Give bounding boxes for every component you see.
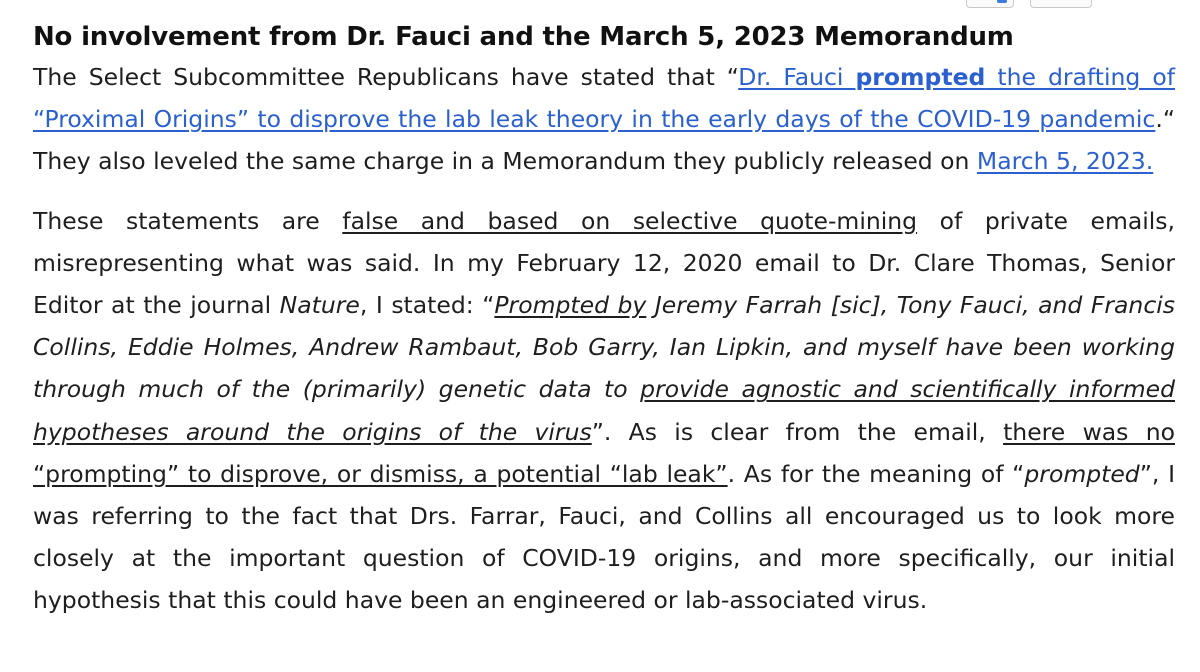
toolbar-control[interactable] xyxy=(966,0,1014,8)
text-span: These statements are xyxy=(33,206,343,235)
paragraph-rebuttal xyxy=(33,200,1175,622)
paragraph-claims xyxy=(33,56,1175,183)
text-span: , I stated: “ xyxy=(359,291,495,320)
section-heading: No involvement from Dr. Fauci and the March 5, 2023 Memorandum xyxy=(33,22,1014,52)
text-span: The Select Subcommittee Republicans have stated that “ xyxy=(33,63,739,91)
toolbar-search-control[interactable] xyxy=(1030,0,1092,8)
quoted-email-text: Jeremy Farrah [sic], Tony Fauci, and Francis Collins, Eddie Holmes, Andrew Rambaut, Bob Garry, Ian Lipkin, and myself have been working through much of the (primarily) genetic data to xyxy=(33,291,1176,404)
text-span: ”, I was referring to the fact that Drs. Farrar, Fauci, and Collins all encouraged us to look more closely at the important question of COVID-19 origins, and more specifically, our initial hypothesis that this could have been an engineered or lab-associated virus. xyxy=(33,459,1176,615)
text-span: of private emails, misrepresenting what was said. In my February 12, 2020 email to Dr. Clare Thomas, Senior Editor at the journal xyxy=(33,206,1176,320)
underlined-quote-phrase: provide agnostic and scientifically informed hypotheses around the origins of the virus xyxy=(33,375,1175,446)
journal-name: Nature xyxy=(279,291,360,320)
quote-link[interactable]: Dr. Fauci prompted the drafting of “Proximal Origins” to disprove the lab leak theory in the early days of the COVID-19 pandemic xyxy=(33,63,1176,134)
text-span: .“ They also leveled the same charge in a Memorandum they publicly released on xyxy=(33,105,1175,176)
italic-word: prompted xyxy=(1024,459,1140,488)
browser-toolbar-fragment xyxy=(0,0,1200,8)
underlined-phrase: false and based on selective quote-mining xyxy=(342,206,918,235)
underlined-phrase: there was no “prompting” to disprove, or dismiss, a potential “lab leak” xyxy=(33,417,1176,488)
document-page xyxy=(33,18,1175,622)
memorandum-date-link[interactable]: March 5, 2023. xyxy=(976,147,1154,176)
text-span: . As for the meaning of “ xyxy=(727,459,1025,488)
underlined-quote-phrase: Prompted by xyxy=(494,291,647,320)
text-span: ”. As is clear from the email, xyxy=(591,417,1004,446)
